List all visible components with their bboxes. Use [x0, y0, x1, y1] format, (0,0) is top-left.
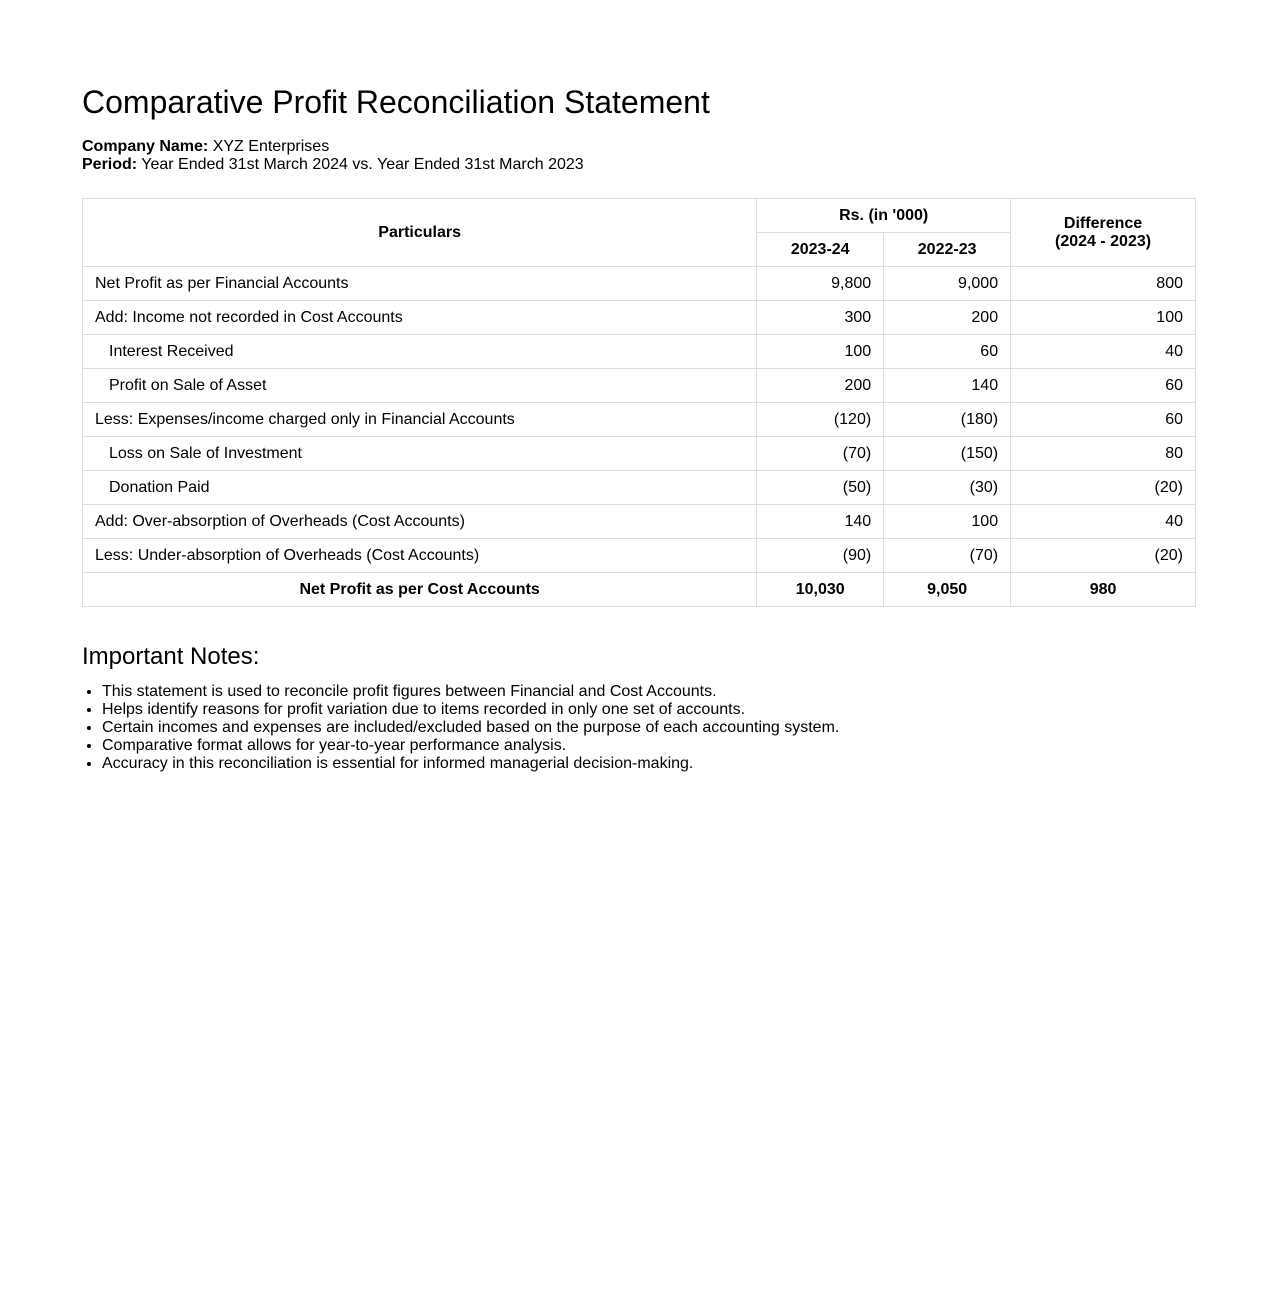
period-line	[82, 156, 1196, 174]
note-item: • Accuracy in this reconciliation is essential for informed managerial decision-making.	[102, 755, 1196, 773]
difference-header-line1: Difference	[1063, 214, 1143, 232]
row-year2-value: 60	[884, 335, 1011, 369]
row-year2-value: (30)	[884, 471, 1011, 505]
row-difference-value: 800	[1011, 267, 1196, 301]
row-label: Net Profit as per Financial Accounts	[83, 267, 757, 301]
row-year1-value: 140	[757, 505, 884, 539]
row-difference-value: (20)	[1011, 539, 1196, 573]
company-label: Company Name:	[82, 138, 209, 155]
total-difference: 980	[1011, 573, 1196, 607]
total-row	[83, 573, 1196, 607]
table-row	[83, 471, 1196, 505]
year2-header: 2022-23	[884, 233, 1011, 267]
row-year2-value: (180)	[884, 403, 1011, 437]
period-label: Period:	[82, 156, 138, 173]
header-row-1	[83, 199, 1196, 233]
row-difference-value: 60	[1011, 403, 1196, 437]
particulars-header: Particulars	[83, 199, 757, 267]
row-difference-value: 80	[1011, 437, 1196, 471]
total-year2: 9,050	[884, 573, 1011, 607]
table-row	[83, 369, 1196, 403]
row-year1-value: 300	[757, 301, 884, 335]
row-year1-value: (120)	[757, 403, 884, 437]
row-label: Donation Paid	[83, 471, 757, 505]
row-label: Loss on Sale of Investment	[83, 437, 757, 471]
row-difference-value: 40	[1011, 505, 1196, 539]
row-year1-value: 9,800	[757, 267, 884, 301]
table-row	[83, 267, 1196, 301]
row-label: Interest Received	[83, 335, 757, 369]
row-label: Add: Over-absorption of Overheads (Cost Accounts)	[83, 505, 757, 539]
company-value: XYZ Enterprises	[212, 138, 330, 155]
difference-header-line2: (2024 - 2023)	[1055, 232, 1152, 250]
total-year1: 10,030	[757, 573, 884, 607]
row-label: Profit on Sale of Asset	[83, 369, 757, 403]
notes-heading: Important Notes:	[82, 643, 260, 670]
table-row	[83, 505, 1196, 539]
table-body	[83, 267, 1196, 573]
note-item: • This statement is used to reconcile profit figures between Financial and Cost Accounts.	[102, 683, 1196, 701]
period-value: Year Ended 31st March 2024 vs. Year Ended 31st March 2023	[141, 156, 584, 173]
year1-header: 2023-24	[757, 233, 884, 267]
page-title: Comparative Profit Reconciliation Statement	[82, 84, 710, 120]
note-item: • Comparative format allows for year-to-year performance analysis.	[102, 737, 1196, 755]
row-year1-value: 100	[757, 335, 884, 369]
row-year1-value: 200	[757, 369, 884, 403]
note-item: • Certain incomes and expenses are included/excluded based on the purpose of each accounting system.	[102, 719, 1196, 737]
row-difference-value: 40	[1011, 335, 1196, 369]
reconciliation-table	[82, 198, 1196, 607]
row-year2-value: 140	[884, 369, 1011, 403]
note-item: • Helps identify reasons for profit variation due to items recorded in only one set of accounts.	[102, 701, 1196, 719]
table-row	[83, 335, 1196, 369]
table-row	[83, 539, 1196, 573]
table-row	[83, 403, 1196, 437]
row-year1-value: (90)	[757, 539, 884, 573]
statement-meta	[82, 138, 1196, 174]
row-year1-value: (70)	[757, 437, 884, 471]
row-year2-value: 9,000	[884, 267, 1011, 301]
row-year2-value: (150)	[884, 437, 1011, 471]
row-year1-value: (50)	[757, 471, 884, 505]
row-year2-value: (70)	[884, 539, 1011, 573]
row-year2-value: 100	[884, 505, 1011, 539]
total-label: Net Profit as per Cost Accounts	[83, 573, 757, 607]
currency-header: Rs. (in '000)	[757, 199, 1011, 233]
table-row	[83, 301, 1196, 335]
row-year2-value: 200	[884, 301, 1011, 335]
row-difference-value: (20)	[1011, 471, 1196, 505]
row-label: Less: Expenses/income charged only in Financial Accounts	[83, 403, 757, 437]
row-difference-value: 60	[1011, 369, 1196, 403]
notes-list	[82, 683, 1196, 773]
company-line	[82, 138, 1196, 156]
row-label: Less: Under-absorption of Overheads (Cost Accounts)	[83, 539, 757, 573]
difference-header	[1011, 199, 1196, 267]
table-row	[83, 437, 1196, 471]
row-label: Add: Income not recorded in Cost Accounts	[83, 301, 757, 335]
row-difference-value: 100	[1011, 301, 1196, 335]
